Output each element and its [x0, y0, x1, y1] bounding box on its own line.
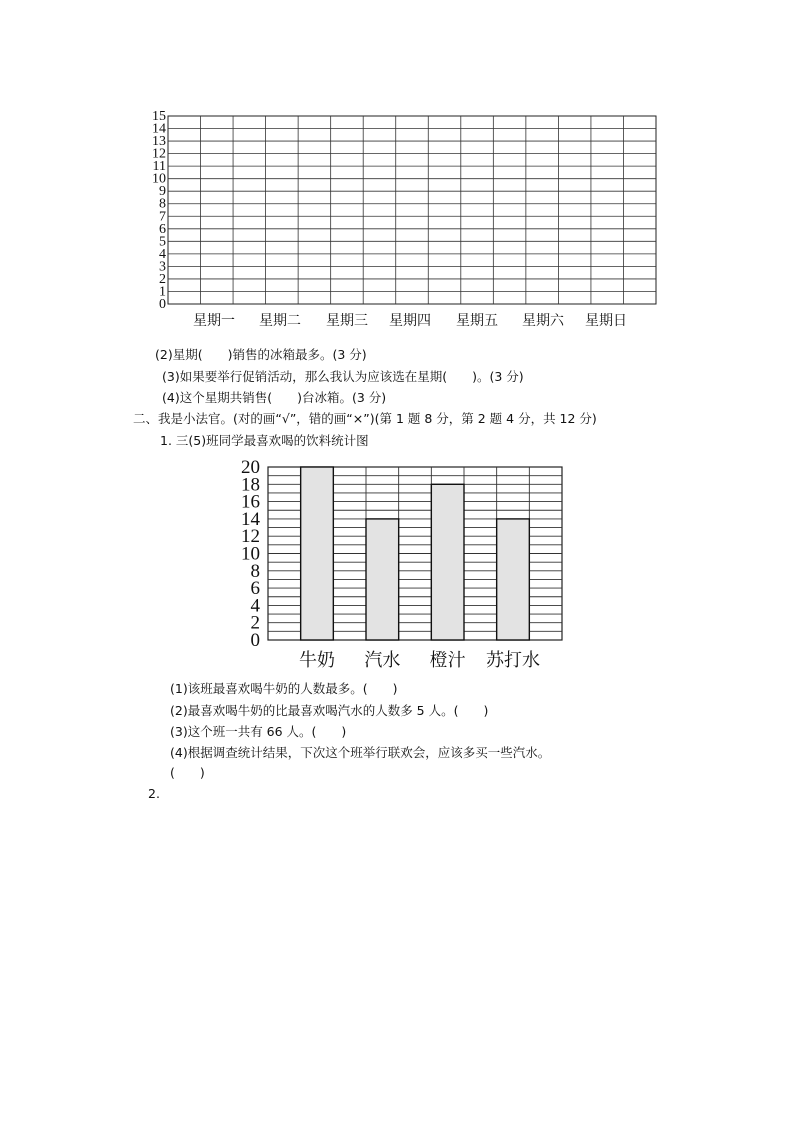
- chart2-ytick-label: 16: [241, 491, 260, 513]
- chart1-ytick-label: 3: [159, 259, 166, 275]
- chart1-ytick-label: 4: [159, 246, 166, 262]
- q1-item3: (3)如果要举行促销活动，那么我认为应该选在星期( )。(3 分): [162, 369, 524, 384]
- chart2-ytick-label: 0: [250, 630, 260, 651]
- chart1-ytick-label: 8: [159, 196, 166, 212]
- chart1-ytick-label: 0: [159, 297, 166, 312]
- chart1-ytick-label: 7: [159, 209, 166, 225]
- chart2-category-label: 汽水: [364, 650, 401, 671]
- statement-2: (2)最喜欢喝牛奶的比最喜欢喝汽水的人数多 5 人。( ): [170, 703, 489, 718]
- chart2-ytick-label: 4: [250, 595, 260, 617]
- chart1-category-label: 星期六: [522, 313, 564, 329]
- chart1-ytick-label: 10: [152, 171, 166, 187]
- question-2-label: 2.: [148, 786, 160, 801]
- chart2-ytick-label: 8: [250, 560, 260, 582]
- chart2-ytick-label: 2: [250, 612, 260, 634]
- chart1-ytick-label: 13: [152, 134, 166, 150]
- chart1-ytick-label: 15: [152, 109, 166, 124]
- chart1-ytick-label: 9: [159, 184, 166, 200]
- chart2-category-labels: [299, 650, 540, 671]
- chart2-bar: [366, 519, 399, 640]
- chart2-category-label: 牛奶: [299, 650, 335, 671]
- chart2-bar: [301, 467, 334, 640]
- chart2-y-ticks: [241, 457, 261, 651]
- statement-3: (3)这个班一共有 66 人。( ): [170, 724, 347, 739]
- chart1-category-label: 星期五: [456, 313, 498, 329]
- chart1-category-label: 星期四: [389, 313, 431, 329]
- chart2-ytick-label: 14: [241, 508, 260, 530]
- chart1-ytick-label: 14: [152, 121, 166, 137]
- chart2-ytick-label: 12: [241, 526, 260, 548]
- chart2-bar: [497, 519, 530, 640]
- chart1-ytick-label: 12: [152, 146, 166, 162]
- chart2-ytick-label: 18: [241, 474, 260, 496]
- chart2-ytick-label: 10: [241, 543, 260, 565]
- chart2-ytick-label: 6: [250, 578, 260, 600]
- chart1-category-label: 星期一: [193, 313, 235, 329]
- chart1-category-label: 星期二: [259, 313, 301, 329]
- chart2-bar: [431, 484, 464, 640]
- chart2-ytick-label: 20: [241, 457, 260, 478]
- q1-item4: (4)这个星期共销售( )台冰箱。(3 分): [162, 390, 387, 405]
- chart1-ytick-label: 6: [159, 221, 166, 237]
- statement-4-paren: ( ): [170, 765, 205, 780]
- q1-item2: (2)星期( )销售的冰箱最多。(3 分): [155, 347, 367, 362]
- chart1-category-label: 星期三: [326, 313, 368, 329]
- section2-heading: 二、我是小法官。(对的画“√”，错的画“×”)(第 1 题 8 分，第 2 题 4 分，共 12 分): [133, 411, 597, 426]
- statement-1: (1)该班最喜欢喝牛奶的人数最多。( ): [170, 681, 398, 696]
- q1-chart-title: 1. 三(5)班同学最喜欢喝的饮料统计图: [160, 433, 369, 448]
- chart2-category-label: 苏打水: [486, 650, 540, 671]
- chart1-ytick-label: 11: [152, 159, 166, 175]
- chart1-ytick-label: 5: [159, 234, 166, 250]
- chart1-ytick-label: 1: [159, 284, 166, 300]
- chart1-category-label: 星期日: [585, 313, 627, 329]
- statement-4: (4)根据调查统计结果，下次这个班举行联欢会，应该多买一些汽水。: [170, 745, 551, 760]
- chart2-category-label: 橙汁: [429, 650, 466, 671]
- chart1-ytick-label: 2: [159, 271, 166, 287]
